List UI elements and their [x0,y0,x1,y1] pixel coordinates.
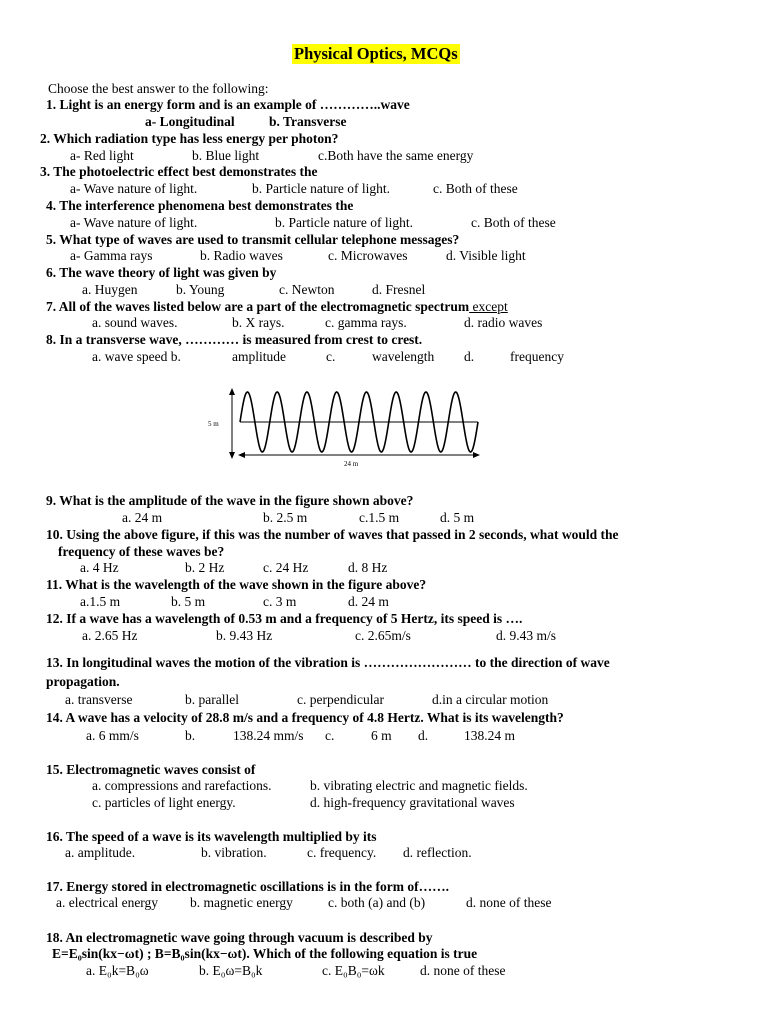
option-10d: d. 8 Hz [348,560,388,575]
figure-length-arrowhead-left [238,452,245,458]
option-3a: a- Wave nature of light. [70,181,198,196]
question-17: 17. Energy stored in electromagnetic oscillations is in the form of……. [46,879,449,894]
option-2a: a- Red light [70,148,134,163]
option-14c-letter: c. [325,728,335,743]
option-12c: c. 2.65m/s [355,628,411,643]
option-4a: a- Wave nature of light. [70,215,198,230]
question-12: 12. If a wave has a wavelength of 0.53 m and a frequency of 5 Hertz, its speed is …. [46,611,523,626]
question-7-except: except [469,299,508,314]
option-10a: a. 4 Hz [80,560,119,575]
option-15d: d. high-frequency gravitational waves [310,795,515,810]
option-12a: a. 2.65 Hz [82,628,138,643]
question-18: 18. An electromagnetic wave going through vacuum is described by [46,930,433,945]
option-6b: b. Young [176,282,225,297]
option-3c: c. Both of these [433,181,518,196]
question-5: 5. What type of waves are used to transmit cellular telephone messages? [46,232,460,247]
page-title: Physical Optics, MCQs [294,44,458,63]
option-8d: frequency [510,349,564,364]
option-4b: b. Particle nature of light. [275,215,413,230]
option-14d-letter: d. [418,728,429,743]
option-9c: c.1.5 m [359,510,400,525]
option-8c: wavelength [372,349,435,364]
question-13: 13. In longitudinal waves the motion of the vibration is …………………… to the direction of wave [46,655,610,670]
option-13c: c. perpendicular [297,692,384,707]
option-14b-letter: b. [185,728,196,743]
question-15: 15. Electromagnetic waves consist of [46,762,256,777]
option-5d: d. Visible light [446,248,526,263]
question-10: 10. Using the above figure, if this was the number of waves that passed in 2 seconds, what would the [46,527,619,542]
option-1a: a- Longitudinal [145,114,235,129]
option-11d: d. 24 m [348,594,389,609]
option-7c: c. gamma rays. [325,315,407,330]
option-13d: d.in a circular motion [432,692,549,707]
option-12d: d. 9.43 m/s [496,628,557,643]
option-17b: b. magnetic energy [190,895,293,910]
option-16d: d. reflection. [403,845,472,860]
option-13a: a. transverse [65,692,133,707]
option-3b: b. Particle nature of light. [252,181,390,196]
option-1b: b. Transverse [269,114,347,129]
option-18c: c. E₀B₀=ωk [322,963,385,978]
option-9d: d. 5 m [440,510,475,525]
option-15b: b. vibrating electric and magnetic fields. [310,778,528,793]
option-11a: a.1.5 m [80,594,121,609]
option-5c: c. Microwaves [328,248,408,263]
question-13-line2: propagation. [46,674,120,689]
question-8: 8. In a transverse wave, ………… is measured from crest to crest. [46,332,423,347]
question-18-equation: E=E₀sin(kx−ωt) ; B=B₀sin(kx−ωt). Which of the following equation is true [52,946,478,961]
figure-amplitude-arrowhead-top [229,388,235,395]
option-14c: 6 m [371,728,392,743]
option-10b: b. 2 Hz [185,560,225,575]
wave-figure [200,385,490,470]
question-1: 1. Light is an energy form and is an example of …………..wave [46,97,410,112]
figure-length-arrowhead-right [473,452,480,458]
figure-amplitude-label: 5 m [208,420,219,428]
option-11b: b. 5 m [171,594,206,609]
option-15a: a. compressions and rarefactions. [92,778,272,793]
option-8b: amplitude [232,349,286,364]
option-11c: c. 3 m [263,594,297,609]
option-12b: b. 9.43 Hz [216,628,273,643]
option-14a: a. 6 mm/s [86,728,139,743]
option-6d: d. Fresnel [372,282,426,297]
figure-length-label: 24 m [344,460,359,468]
option-9b: b. 2.5 m [263,510,308,525]
option-6a: a. Huygen [82,282,138,297]
figure-amplitude-arrowhead-bottom [229,452,235,459]
question-11: 11. What is the wavelength of the wave shown in the figure above? [46,577,427,592]
option-18a: a. E₀k=B₀ω [86,963,149,978]
option-2c: c.Both have the same energy [318,148,474,163]
question-9: 9. What is the amplitude of the wave in the figure shown above? [46,493,414,508]
instructions: Choose the best answer to the following: [48,81,269,96]
option-16a: a. amplitude. [65,845,136,860]
option-5a: a- Gamma rays [70,248,153,263]
option-8d-letter: d. [464,349,475,364]
option-14b: 138.24 mm/s [233,728,304,743]
option-6c: c. Newton [279,282,335,297]
question-14: 14. A wave has a velocity of 28.8 m/s and a frequency of 4.8 Hertz. What is its wavelength? [46,710,564,725]
question-16: 16. The speed of a wave is its wavelength multiplied by its [46,829,377,844]
option-16c: c. frequency. [307,845,377,860]
option-17a: a. electrical energy [56,895,159,910]
option-9a: a. 24 m [122,510,163,525]
question-7-text: 7. All of the waves listed below are a part of the electromagnetic spectrum [46,299,470,314]
option-4c: c. Both of these [471,215,556,230]
option-7d: d. radio waves [464,315,543,330]
option-17d: d. none of these [466,895,552,910]
question-7 [46,299,508,315]
question-6: 6. The wave theory of light was given by [46,265,277,280]
option-18b: b. E₀ω=B₀k [199,963,263,978]
option-14d: 138.24 m [464,728,516,743]
option-8a: a. wave speed b. [92,349,181,364]
option-8c-letter: c. [326,349,336,364]
question-10-line2: frequency of these waves be? [58,544,225,559]
option-13b: b. parallel [185,692,239,707]
option-17c: c. both (a) and (b) [328,895,426,910]
option-7b: b. X rays. [232,315,285,330]
option-16b: b. vibration. [201,845,267,860]
option-15c: c. particles of light energy. [92,795,236,810]
option-18d: d. none of these [420,963,506,978]
question-3: 3. The photoelectric effect best demonstrates the [40,164,318,179]
option-5b: b. Radio waves [200,248,283,263]
option-10c: c. 24 Hz [263,560,309,575]
option-2b: b. Blue light [192,148,260,163]
question-2: 2. Which radiation type has less energy per photon? [40,131,339,146]
question-4: 4. The interference phenomena best demonstrates the [46,198,354,213]
option-7a: a. sound waves. [92,315,178,330]
